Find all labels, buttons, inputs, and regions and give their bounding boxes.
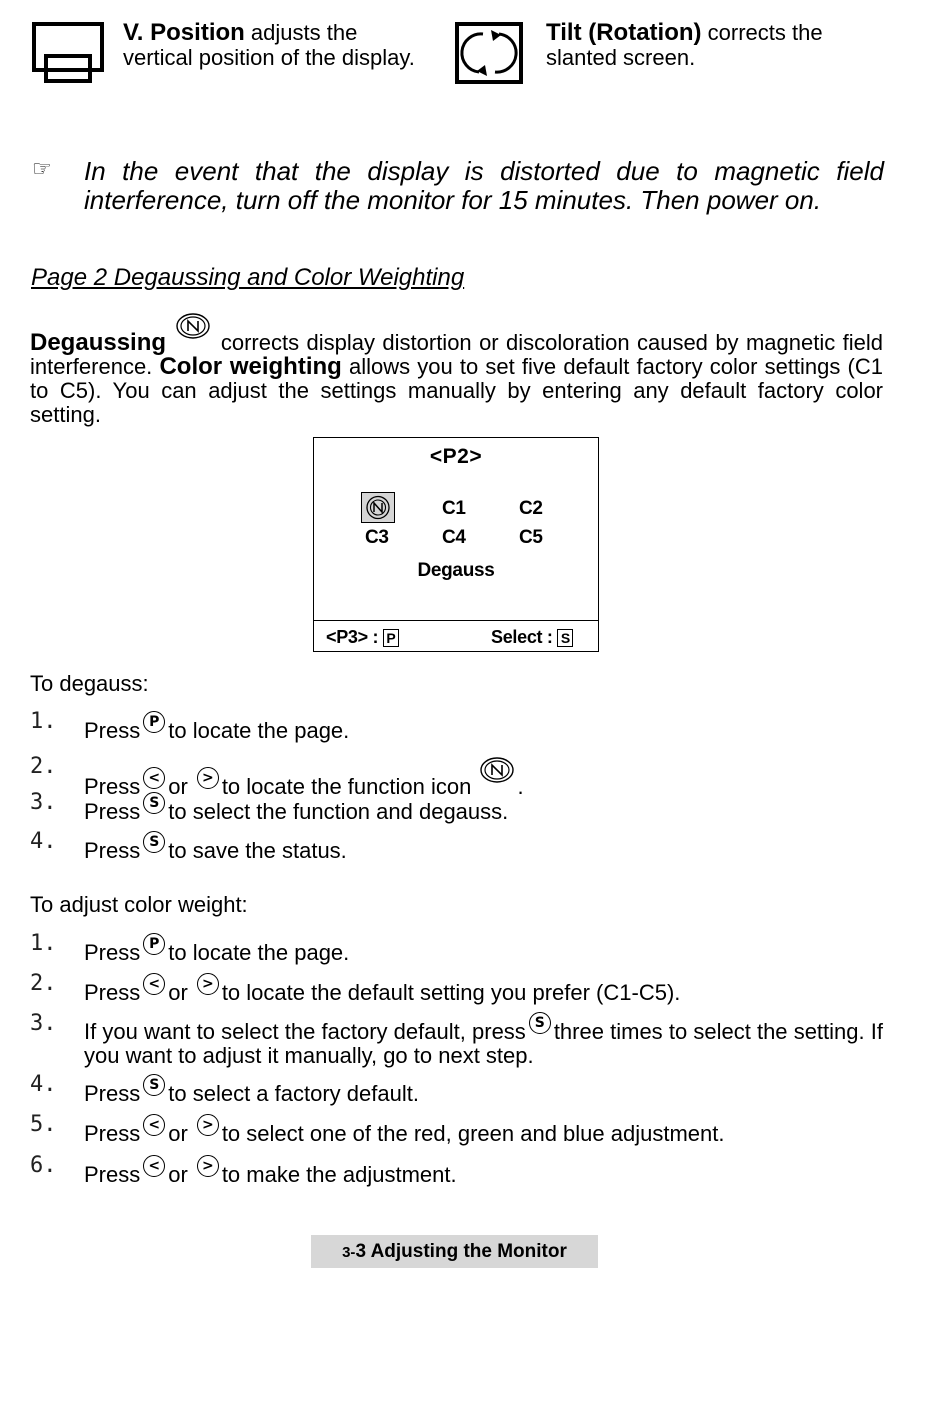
right-key-icon: > [197, 1114, 219, 1136]
osd-selected-label: Degauss [417, 560, 495, 581]
color-step-2: Press < or > to locate the default setting you prefer (C1-C5). [84, 973, 680, 1005]
term-color-weighting: Color weighting [159, 353, 342, 380]
right-key-icon: > [197, 767, 219, 789]
color-step-3-number: 3. [30, 1011, 57, 1036]
osd-divider [314, 620, 598, 621]
color-step-1-number: 1. [30, 931, 57, 956]
color-step-6: Press < or > to make the adjustment. [84, 1155, 457, 1187]
color-step-5-number: 5. [30, 1112, 57, 1137]
osd-option-c3: C3 [365, 527, 389, 548]
degauss-step-3: Press S to select the function and degauss. [84, 792, 508, 824]
degauss-step-1: Press P to locate the page. [84, 711, 349, 743]
osd-option-c1: C1 [442, 498, 466, 519]
select-key-icon: S [143, 831, 165, 853]
footer-prefix: 3- [342, 1244, 356, 1261]
osd-degauss-option [361, 492, 395, 523]
term-degaussing: Degaussing [30, 329, 167, 356]
osd-option-c4: C4 [442, 527, 466, 548]
osd-menu-illustration [313, 437, 599, 652]
color-weight-heading: To adjust color weight: [30, 892, 248, 917]
degauss-step-1-number: 1. [30, 709, 57, 734]
feature-tilt [455, 20, 855, 86]
page-footer [311, 1235, 598, 1268]
right-key-icon: > [197, 973, 219, 995]
degauss-icon [365, 495, 391, 520]
color-step-3: If you want to select the factory default, press S three times to select the setting. If you want to adjust it manually, go to next step. [84, 1012, 883, 1068]
degauss-heading: To degauss: [30, 671, 149, 696]
pointing-hand-icon: ☞ [32, 156, 52, 181]
color-step-4-number: 4. [30, 1072, 57, 1097]
degauss-icon [175, 312, 211, 340]
select-key-icon: S [529, 1012, 551, 1034]
osd-footer-left: <P3> : P [326, 627, 399, 648]
left-key-icon: < [143, 767, 165, 789]
color-step-2-number: 2. [30, 971, 57, 996]
v-position-description: V. Position adjusts the vertical position of the display. [123, 19, 415, 70]
left-key-icon: < [143, 1155, 165, 1177]
note-text: In the event that the display is distorted due to magnetic field interference, turn off the monitor for 15 minutes. Then power on. [84, 156, 884, 215]
select-key-icon: S [143, 792, 165, 814]
osd-option-c2: C2 [519, 498, 543, 519]
v-position-icon [32, 22, 104, 84]
osd-page-label: <P2> [429, 445, 483, 468]
osd-p-key: P [383, 629, 399, 647]
description-paragraph: Degaussing corrects display distortion or discoloration caused by magnetic field interference. Color weighting allows you to set five default factory color settings (C1 to C5). You can adjust the settings manually by entering any default factory color setting. [30, 312, 883, 427]
left-key-icon: < [143, 1114, 165, 1136]
degauss-step-4: Press S to save the status. [84, 831, 347, 863]
footer-title: 3 Adjusting the Monitor [355, 1241, 567, 1262]
select-key-icon: S [143, 1074, 165, 1096]
feature-v-position [32, 20, 432, 86]
page-key-icon: P [143, 711, 165, 733]
osd-option-c5: C5 [519, 527, 543, 548]
degauss-step-3-number: 3. [30, 790, 57, 815]
color-step-5: Press < or > to select one of the red, green and blue adjustment. [84, 1114, 724, 1146]
degauss-step-4-number: 4. [30, 829, 57, 854]
tilt-title: Tilt (Rotation) [546, 19, 702, 46]
left-key-icon: < [143, 973, 165, 995]
page-key-icon: P [143, 933, 165, 955]
tilt-rotation-icon [455, 22, 523, 84]
tilt-description: Tilt (Rotation) corrects the slanted screen. [546, 19, 823, 70]
color-step-6-number: 6. [30, 1153, 57, 1178]
section-title: Page 2 Degaussing and Color Weighting [31, 264, 465, 291]
v-position-title: V. Position [123, 19, 245, 46]
color-step-4: Press S to select a factory default. [84, 1074, 419, 1106]
degauss-icon [479, 756, 515, 784]
osd-s-key: S [557, 629, 573, 647]
right-key-icon: > [197, 1155, 219, 1177]
osd-footer-right: Select : S [491, 627, 573, 648]
color-step-1: Press P to locate the page. [84, 933, 349, 965]
degauss-step-2-number: 2. [30, 754, 57, 779]
degauss-step-2: Press < or > to locate the function icon . [84, 756, 524, 799]
